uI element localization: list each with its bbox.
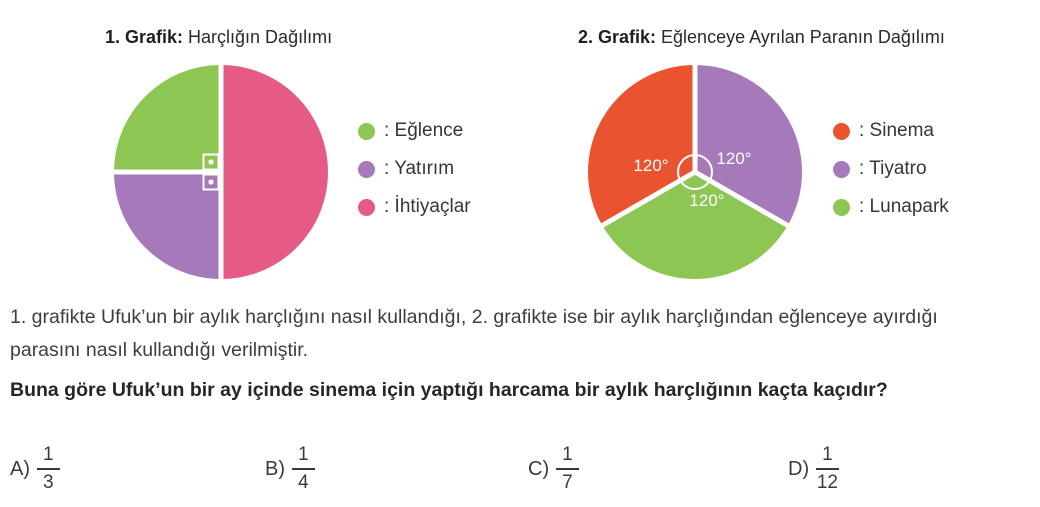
legend-item-lunapark	[833, 188, 949, 226]
chart-1-title-number: 1. Grafik:	[105, 27, 184, 47]
option-b[interactable]	[265, 438, 315, 500]
option-c-fraction	[556, 444, 579, 494]
question-description	[10, 301, 938, 367]
legend-item-tiyatro	[833, 150, 949, 188]
legend-label-eglence: : Eğlence	[384, 120, 464, 141]
pie-chart-allowance	[111, 62, 331, 282]
option-a-denominator: 3	[43, 472, 54, 493]
chart-1-title-text: Harçlığın Dağılımı	[183, 27, 333, 47]
option-a[interactable]	[10, 438, 60, 500]
description-line-2: parasını nasıl kullandığı verilmiştir.	[10, 339, 309, 361]
angle-label-tiyatro: 120°	[716, 149, 752, 168]
sinema-color-dot-icon	[833, 123, 850, 140]
legend-label-yatirim: : Yatırım	[384, 158, 455, 179]
option-c[interactable]	[528, 438, 579, 500]
legend-label-sinema: : Sinema	[859, 120, 934, 141]
option-b-denominator: 4	[298, 472, 309, 493]
pie1-slice-eglence	[114, 65, 221, 172]
legend-label-ihtiyaclar: : İhtiyaçlar	[384, 196, 471, 217]
legend-item-eglence	[358, 112, 471, 150]
description-line-1: 1. grafikte Ufuk’un bir aylık harçlığını nasıl kullandığı, 2. grafikte ise bir aylık harçlığından eğlenceye ayırdığı	[10, 306, 938, 328]
option-d-fraction	[816, 444, 839, 494]
pie1-slice-yatirim	[114, 172, 221, 279]
chart-2-legend	[833, 112, 949, 226]
angle-label-sinema: 120°	[633, 156, 669, 175]
legend-label-lunapark: : Lunapark	[859, 196, 949, 217]
chart-1-legend	[358, 112, 471, 226]
chart-2-title-text: Eğlenceye Ayrılan Paranın Dağılımı	[656, 27, 945, 47]
chart-1-title	[105, 27, 332, 48]
pie-chart-entertainment	[585, 62, 805, 282]
chart-2-title-number: 2. Grafik:	[578, 27, 657, 47]
option-d[interactable]	[788, 438, 839, 500]
legend-item-sinema	[833, 112, 949, 150]
pie1-slice-ihtiyaclar	[221, 65, 328, 279]
option-b-letter: B)	[265, 457, 285, 480]
option-c-letter: C)	[528, 457, 550, 480]
option-d-letter: D)	[788, 457, 810, 480]
option-c-denominator: 7	[562, 472, 573, 493]
option-a-numerator: 1	[37, 444, 60, 470]
lunapark-color-dot-icon	[833, 199, 850, 216]
legend-item-ihtiyaclar	[358, 188, 471, 226]
option-c-numerator: 1	[556, 444, 579, 470]
option-a-fraction	[37, 444, 60, 494]
tiyatro-color-dot-icon	[833, 161, 850, 178]
option-a-letter: A)	[10, 457, 30, 480]
option-d-denominator: 12	[816, 472, 838, 493]
option-d-numerator: 1	[816, 444, 839, 470]
legend-label-tiyatro: : Tiyatro	[859, 158, 927, 179]
ihtiyaclar-color-dot-icon	[358, 199, 375, 216]
question-prompt: Buna göre Ufuk’un bir ay içinde sinema için yaptığı harcama bir aylık harçlığının kaçta kaçıdır?	[10, 379, 888, 401]
eglence-color-dot-icon	[358, 123, 375, 140]
option-b-numerator: 1	[292, 444, 315, 470]
option-b-fraction	[292, 444, 315, 494]
legend-item-yatirim	[358, 150, 471, 188]
chart-2-title	[578, 27, 945, 48]
angle-label-lunapark: 120°	[689, 191, 725, 210]
yatirim-color-dot-icon	[358, 161, 375, 178]
